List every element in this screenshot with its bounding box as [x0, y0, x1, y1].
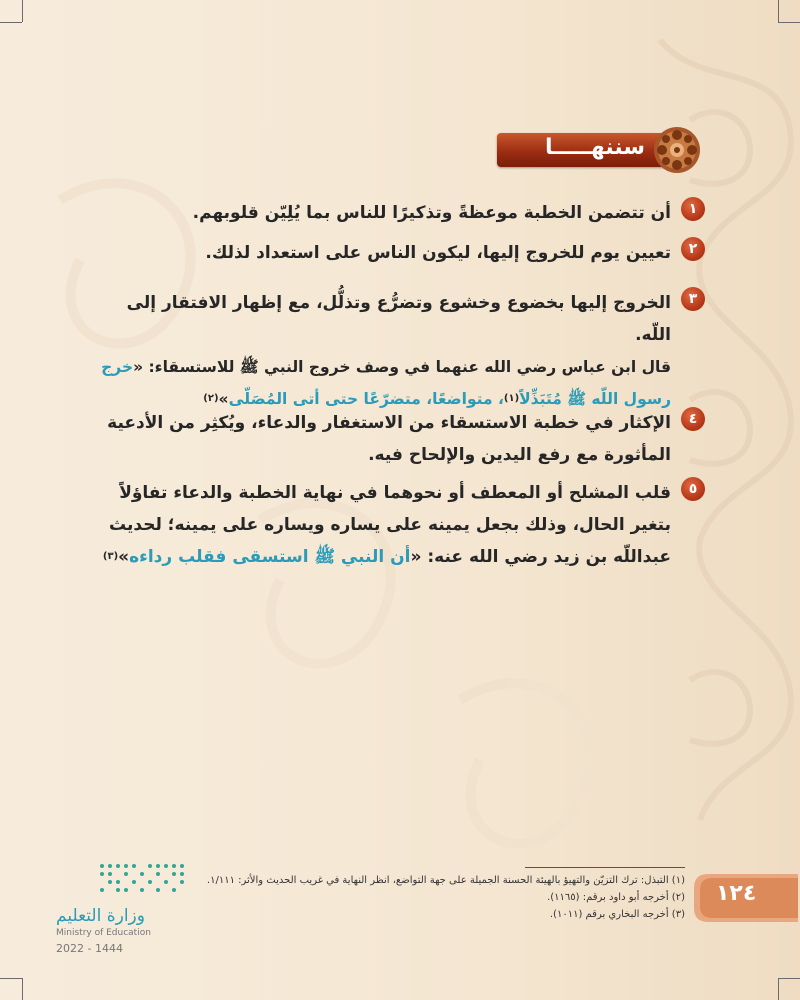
section-banner	[495, 125, 705, 175]
item-text-4: الإكثار في خطبة الاستسقاء من الاستغفار والدعاء، ويُكثِر من الأدعية المأثورة مع رفع اليدين والإلحاح فيه.	[107, 413, 671, 465]
page-number: ١٢٤	[716, 881, 757, 906]
item-number-5: ٥	[681, 477, 705, 501]
footnote-ref-1: (١)	[503, 393, 520, 404]
crop-mark-bottom-right	[778, 978, 800, 979]
crop-mark-top-left	[0, 22, 22, 23]
item-5-close: »	[118, 547, 130, 567]
item-number-3: ٣	[681, 287, 705, 311]
hadith-close: »	[218, 390, 229, 408]
list-item-1	[85, 197, 705, 229]
item-text-3: الخروج إليها بخضوع وخشوع وتضرُّع وتذلُّل، مع إظهار الافتقار إلى اللّه.	[126, 293, 671, 345]
footnote-1: (١) التبذل: ترك التزيّن والتهيؤ بالهيئة الحسنة الجميلة على جهة التواضع، انظر النهاية في غريب الحديث والأثر: ١/١١١.	[206, 875, 685, 886]
item-number-2: ٢	[681, 237, 705, 261]
crop-mark-bottom-right-v	[778, 978, 779, 1000]
list-item-3	[85, 287, 705, 415]
crop-mark-bottom-left	[0, 978, 22, 979]
edition-year: 2022 - 1444	[56, 942, 123, 955]
hadith-quote-continued: ، متواضعًا، متضرّعًا حتى أتى المُصَلّى	[228, 390, 504, 408]
item-number-1: ١	[681, 197, 705, 221]
footnote-ref-3: (٣)	[102, 551, 119, 562]
crop-mark-top-right	[778, 22, 800, 23]
footnote-divider	[525, 867, 685, 868]
footnotes	[125, 872, 685, 923]
ministry-name-arabic: وزارة التعليم	[56, 906, 145, 926]
ministry-logo	[56, 860, 196, 955]
crop-mark-top-right-v	[778, 0, 779, 22]
section-title: سننهـــــا	[545, 135, 645, 160]
crop-mark-top-left-v	[22, 0, 23, 22]
footnote-ref-2: (٢)	[203, 393, 219, 404]
footnote-2: (٢) أخرجه أبو داود برقم: (١١٦٥).	[547, 892, 685, 903]
item-3-hadith	[85, 351, 671, 415]
list-item-5	[85, 477, 705, 573]
item-5-quote: أن النبي ﷺ استسقى فقلب رداءه	[129, 547, 411, 567]
ornament-medallion-icon	[649, 125, 705, 175]
ministry-dots-icon	[56, 860, 196, 904]
list-item-2	[85, 237, 705, 269]
hadith-intro: قال ابن عباس رضي الله عنهما في وصف خروج النبي ﷺ للاستسقاء: «	[133, 358, 671, 376]
footnote-3: (٣) أخرجه البخاري برقم (١٠١١).	[549, 909, 685, 920]
item-number-4: ٤	[681, 407, 705, 431]
hadith-quote: خرج رسول اللّه ﷺ مُتَبَذِّلاً	[101, 358, 671, 408]
list-item-4	[85, 407, 705, 471]
crop-mark-bottom-left-v	[22, 978, 23, 1000]
item-text-5	[85, 477, 671, 573]
ministry-name-english: Ministry of Education	[56, 928, 151, 938]
item-text-1: أن تتضمن الخطبة موعظةً وتذكيرًا للناس بما يُلِيّن قلوبهم.	[192, 203, 671, 223]
item-5-body: قلب المشلح أو المعطف أو نحوهما في نهاية الخطبة والدعاء تفاؤلاً بتغير الحال، وذلك بجعل يمينه على يساره ويساره على يمينه؛ لحديث عبداللّه بن زيد رضي الله عنه: «	[109, 483, 671, 567]
item-text-2: تعيين يوم للخروج إليها، ليكون الناس على استعداد لذلك.	[205, 243, 671, 263]
